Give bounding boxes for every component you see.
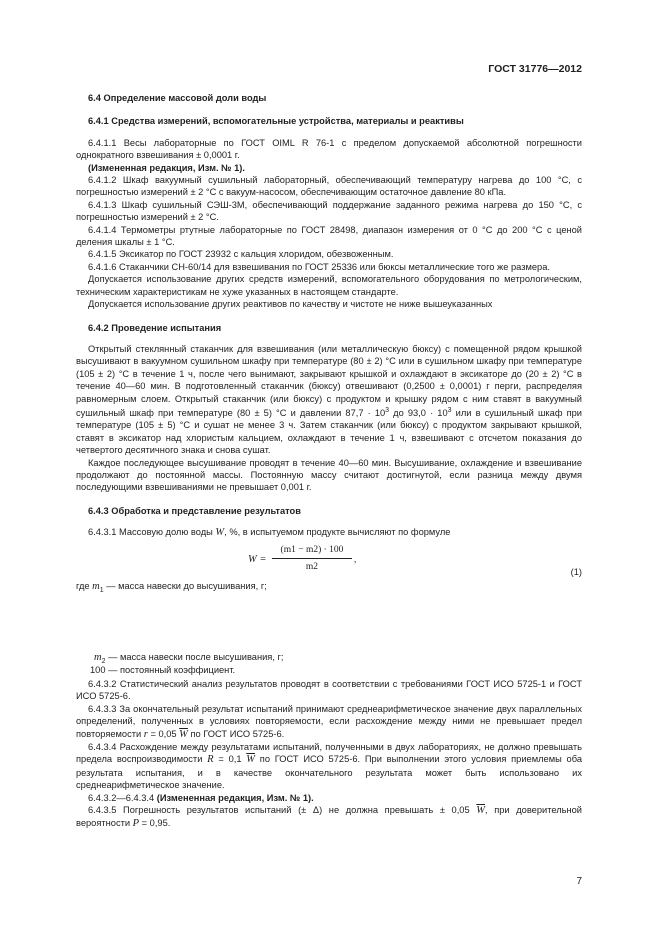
paragraph-6-4-1-6: 6.4.1.6 Стаканчики СН-60/14 для взвешивания по ГОСТ 25336 или бюксы металлические того же размера. [88,261,550,272]
formula-denominator: m2 [305,562,319,573]
paragraph-6-4-3-3: 6.4.3.3 За окончательный результат испытаний принимают среднеарифметическое значение двух параллельных определений, полученных в условиях повторяемости, если расхождение между ними не превышает предел повторяемости r = 0,05 $\overline{W}$ по ГОСТ ИСО 5725-6. [76,703,582,740]
formula-1 [76,544,582,580]
paragraph-6-4-3-5: 6.4.3.5 Погрешность результатов испытаний (± Δ) не должна превышать ± 0,05 $\overline{W}$, при доверительной вероятности P = 0,95. [76,805,582,830]
paragraph-6-4-1-2: 6.4.1.2 Шкаф вакуумный сушильный лабораторный, обеспечивающий температуру нагрева до 100 °С, с погрешностью измерений ± 2 °С с вакуум-насосом, обеспечивающим остаточное давление 80 кПа. [76,175,582,198]
section-heading-6-4-3: 6.4.3 Обработка и представление результатов [88,505,301,516]
formula-lhs: W = [248,553,267,565]
paragraph-constant-mass: Каждое последующее высушивание проводят в течение 40—60 мин. Высушивание, охлаждение и взвешивание продолжают до постоянной массы. Постоянную массу считают достигнутой, если разница между двумя последующими взвешиваниями не превышает 0,001 г. [76,457,582,493]
paragraph-allow-equipment: Допускается использование других средств измерений, вспомогательного оборудования по метрологическим, техническим характеристикам не хуже указанных в настоящем стандарте. [76,274,582,297]
formula-number: (1) [570,566,582,577]
document-header: ГОСТ 31776—2012 [488,63,582,75]
formula-fraction [272,544,352,574]
legend-m1: где $m_1$ — масса навески до высушивания, г; [76,580,267,594]
paragraph-allow-reagents: Допускается использование других реактивов по качеству и чистоте не ниже вышеуказанных [88,299,493,310]
mean-w-symbol: $\overline{W}$ [179,728,188,740]
section-heading-6-4: 6.4 Определение массовой доли воды [88,93,267,103]
paragraph-6-4-1-1: 6.4.1.1 Весы лабораторные по ГОСТ OIML R 76-1 с пределом допускаемой абсолютной погрешности однократного взвешивания ± 0,0001 г. [76,137,582,161]
document-body [76,92,582,609]
amendment-note: (Измененная редакция, Изм. № 1). [88,162,245,173]
mean-w-symbol: $\overline{W}$ [246,754,256,766]
paragraph-6-4-3-1: 6.4.3.1 Массовую долю воды W, %, в испытуемом продукте вычисляют по формуле [88,527,451,539]
formula-numerator: (m1 − m2) · 100 [272,544,352,559]
section-heading-6-4-1: 6.4.1 Средства измерений, вспомогательные устройства, материалы и реактивы [88,116,464,127]
legend-m2 [64,597,582,609]
paragraph-6-4-1-5: 6.4.1.5 Эксикатор по ГОСТ 23932 с кальция хлоридом, обезвоженным. [88,249,394,260]
section-heading-6-4-2: 6.4.2 Проведение испытания [88,322,222,333]
paragraph-6-4-1-4: 6.4.1.4 Термометры ртутные лабораторные по ГОСТ 28498, диапазон измерения от 0 °С до 200 °С с ценой деления шкалы ± 1 °С. [76,224,582,248]
paragraph-amendment-6-4-3: 6.4.3.2—6.4.3.4 (Измененная редакция, Изм. № 1). [88,792,314,803]
paragraph-6-4-3-2: 6.4.3.2 Статистический анализ результатов проводят в соответствии с требованиями ГОСТ ИСО 5725-1 и ГОСТ ИСО 5725-6. [76,679,582,702]
paragraph-6-4-1-3: 6.4.1.3 Шкаф сушильный СЭШ-3М, обеспечивающий поддержание заданного режима нагрева до 150 °С, с погрешностью измерений ± 2 °С. [76,199,582,223]
legend-m2-line: $m_2$ — масса навески после высушивания, г; [94,652,284,665]
formula-comma: , [354,554,357,565]
document-body-tail [76,678,582,831]
mean-w-symbol: $\overline{W}$ [476,805,486,817]
legend-constant-line: 100 — постоянный коэффициент. [90,665,236,675]
paragraph-6-4-3-4: 6.4.3.4 Расхождение между результатами испытаний, полученными в двух лабораториях, не должно превышать предела воспроизводимости R = 0,1 $\overline{W}$ по ГОСТ ИСО 5725-6. При выполнении этого условия приемлемы оба результата испытания, и в качестве окончательного результата может быть использовано их среднеарифметическое значение. [76,742,582,791]
paragraph-test-procedure: Открытый стеклянный стаканчик для взвешивания (или металлическую бюксу) с помещенной рядом крышкой высушивают в вакуумном сушильном шкафу при температуре (80 ± 2) °С или в сушильном шкафу при температуре (105 ± 2) °С в течение 1 ч, после чего вынимают, закрывают крышкой и охлаждают в эксикаторе до (20 ± 2) °С в течение 40—60 мин. В подготовленный стаканчик (бюксу) отвешивают (0,2500 ± 0,0001) г перги, распределяя равномерным слоем. Открытый стаканчик (или бюксу) с продуктом и крышку рядом с ним ставят в вакуумный сушильный шкаф при температуре (80 ± 5) °С и давлении $87,7 \cdot 10^3$ до $93,0 \cdot 10^3$ или в сушильный шкаф при температуре (105 ± 5) °С и сушат не менее 3 ч. Затем стаканчик (или бюксу) с продуктом закрывают крышкой, ставят в эксикатор над хлористым кальцием, охлаждают в течение 1 ч, взвешивают с отсчетом показания до четвертого десятичного знака и снова сушат. [76,343,583,456]
page-number: 7 [576,876,582,887]
